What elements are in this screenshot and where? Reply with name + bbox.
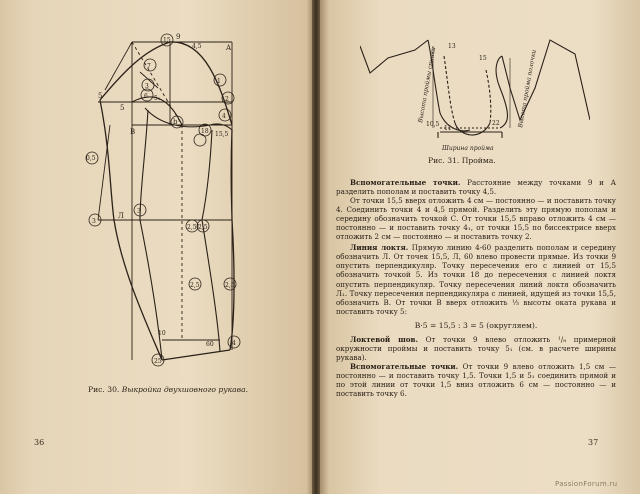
point-3: 3 xyxy=(145,83,149,90)
point-b: b xyxy=(173,118,178,126)
point-60: 60 xyxy=(206,341,214,348)
book-gutter xyxy=(312,0,320,494)
point-5-2: 5₁ xyxy=(154,95,161,102)
point-3-mid: 3 xyxy=(137,208,141,215)
point-6: 6 xyxy=(144,93,148,100)
formula: В·5 = 15,5 : 3 = 5 (округляем). xyxy=(414,320,538,330)
paragraph-2: От точки 15,5 вверх отложить 4 см — постоянно — и поставить точку 4. Соединить точки 4 и 4,5 прямой. Разделить эту прямую пополам и середину обозначить точкой С. От точки 15,5 вправо отложить 4 см — постоянно — и поставить точку 4₁, от точки 15,5 по биссектрисе вверх отложить 2 см — постоянно — и поставить точку 2. xyxy=(336,196,616,242)
point-0-5: 0,5 xyxy=(86,155,96,162)
label-armhole-width: Ширина пройма xyxy=(442,145,494,152)
point-15: 15 xyxy=(163,37,171,44)
point-5: 5 xyxy=(98,92,103,100)
label-front-armhole-height: Высота пройма полочки xyxy=(517,49,538,129)
point-9: 9 xyxy=(176,33,181,41)
point-4-bottom: 4 xyxy=(232,340,236,347)
armhole-label-15: 15 xyxy=(479,55,487,62)
armhole-label-11: 11 xyxy=(444,125,452,132)
sleeve-pattern-diagram xyxy=(70,30,270,375)
point-2-5-a: 2,5 xyxy=(187,224,197,231)
body-text xyxy=(336,178,616,398)
point-18: 18 xyxy=(201,128,209,135)
point-A: A xyxy=(226,44,232,52)
point-3-left: 3 xyxy=(92,218,96,225)
point-B: B xyxy=(130,128,136,136)
figure-31-caption: Рис. 31. Пройма. xyxy=(428,156,496,165)
figure-30-number: Рис. 30. xyxy=(88,385,120,394)
point-7: 7 xyxy=(147,63,151,70)
point-2: 2 xyxy=(225,96,229,103)
armhole-diagram xyxy=(360,28,590,156)
page-number-right: 37 xyxy=(588,438,599,447)
point-25: 25 xyxy=(154,358,162,365)
page-number-left: 36 xyxy=(34,438,45,447)
armhole-label-22: 22 xyxy=(492,120,500,127)
point-5-1: 5 xyxy=(120,104,125,112)
paragraph-1: Вспомогательные точки. Расстояние между точками 9 и А разделить пополам и поставить точку 4,5. xyxy=(336,178,616,197)
point-2-5-b: 2,5 xyxy=(198,224,208,231)
watermark: PassionForum.ru xyxy=(555,480,618,488)
armhole-label-10-5: 10,5 xyxy=(426,121,440,128)
point-10: 10 xyxy=(158,330,166,337)
point-15-5: 15,5 xyxy=(215,131,229,138)
label-back-armhole-height: Высота проймы спинки xyxy=(417,46,438,124)
paragraph-4: Локтевой шов. От точки 9 влево отложить ¹/₈ примерной окружности проймы и поставить точку 5₁ (см. в расчете ширины рукава). xyxy=(336,334,616,362)
paragraph-5: Вспомогательные точки. От точки 9 влево отложить 1,5 см — постоянно — и поставить точку 1,5. Точки 1,5 и 5₁ соединить прямой и по этой линии от точки 1,5 вниз отложить 6 см — постоянно — и поставить точку 6. xyxy=(336,361,616,399)
point-2-5-c: 2,5 xyxy=(190,282,200,289)
point-L: Л xyxy=(118,212,124,220)
point-4: 4 xyxy=(222,113,226,120)
point-2-5-d: 2,5 xyxy=(225,282,235,289)
figure-30-title: Выкройка двухшовного рукава. xyxy=(121,385,249,394)
paragraph-3: Линия локтя. Прямую линию 4-60 разделить пополам и середину обозначить Л. От точек 15,5, Л, 60 влево провести прямые. Из точки 9 опустить перпендикуляр. Точку пересечения его с линией от 15,5 обозначить точкой 5. Из точки 18 до пересечения с линией локтя опустить перпендикуляр. Точку пересечения линий локтя обозначить Л₁. Точку пересечения перпендикуляра с линией, идущей из точки 15,5, обозначить В. От точки В вверх отложить ⅓ высоты оката рукава и поставить точку 5: xyxy=(336,243,616,316)
armhole-label-13: 13 xyxy=(448,43,456,50)
point-1: 1 xyxy=(217,78,221,85)
figure-30-caption xyxy=(88,385,248,394)
point-4-5: 4,5 xyxy=(192,43,202,50)
